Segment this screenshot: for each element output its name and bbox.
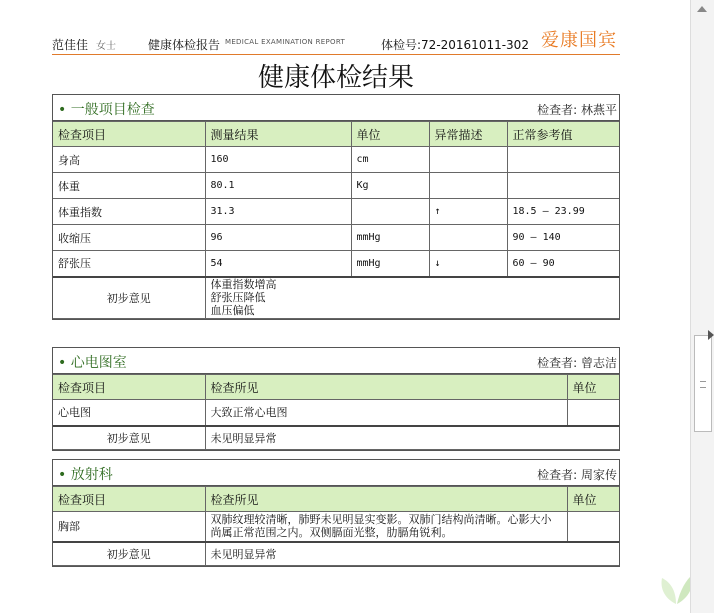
column-header: 正常参考值 [507, 122, 619, 147]
table-row [53, 199, 619, 225]
table-row [53, 400, 619, 426]
report-title: 健康体检报告 [148, 38, 221, 52]
table-header-row [53, 487, 619, 512]
table-header-row [53, 375, 619, 400]
column-header: 单位 [567, 487, 619, 512]
leaf-logo-icon [658, 566, 694, 606]
section-checker: 检查者: 周家传 [537, 468, 617, 482]
summary-label: 初步意见 [53, 277, 205, 319]
summary-line: 血压偏低 [210, 304, 255, 318]
table-row [53, 147, 619, 173]
column-header: 异常描述 [429, 122, 507, 147]
table-cell: 心电图 [53, 400, 205, 426]
table-cell: 80.1 [205, 173, 351, 199]
summary-text: 未见明显异常 [205, 542, 619, 566]
report-number: 体检号:72-20161011-302 [381, 38, 529, 52]
report-header [52, 30, 620, 55]
summary-line: 体重指数增高 [210, 278, 277, 292]
section-title: • 一般项目检查 [58, 102, 155, 118]
section-header [53, 460, 619, 486]
scrollbar-thumb[interactable] [694, 335, 712, 432]
page-title: 健康体检结果 [257, 63, 414, 93]
table-cell: 舒张压 [53, 251, 205, 277]
summary-row [53, 542, 619, 566]
table-cell: 大致正常心电图 [205, 400, 567, 426]
abnormal-indicator: ↓ [429, 251, 507, 277]
table-cell [429, 225, 507, 251]
table-cell: 31.3 [205, 199, 351, 225]
chevron-right-icon[interactable] [708, 330, 714, 340]
section-title: • 放射科 [58, 467, 113, 483]
section-title: • 心电图室 [58, 355, 127, 371]
table-cell: 160 [205, 147, 351, 173]
table-cell: 60 — 90 [507, 251, 619, 277]
column-header: 检查所见 [205, 375, 567, 400]
table-cell: 90 — 140 [507, 225, 619, 251]
table-cell: mmHg [351, 225, 429, 251]
vertical-scrollbar[interactable] [690, 0, 714, 613]
column-header: 单位 [351, 122, 429, 147]
radiology-section [52, 459, 620, 567]
section-checker: 检查者: 曾志洁 [537, 356, 617, 370]
section-header [53, 348, 619, 374]
summary-label: 初步意见 [53, 426, 205, 450]
summary-line: 舒张压降低 [210, 291, 266, 305]
table-cell: 96 [205, 225, 351, 251]
column-header: 检查项目 [53, 487, 205, 512]
ecg-table [53, 374, 619, 450]
table-header-row [53, 122, 619, 147]
table-cell: 体重 [53, 173, 205, 199]
table-cell: 体重指数 [53, 199, 205, 225]
table-row [53, 225, 619, 251]
column-header: 测量结果 [205, 122, 351, 147]
table-row [53, 512, 619, 542]
table-cell: 18.5 — 23.99 [507, 199, 619, 225]
ecg-section [52, 347, 620, 451]
general-exam-section [52, 94, 620, 320]
summary-text: 未见明显异常 [205, 426, 619, 450]
section-header [53, 95, 619, 121]
table-row [53, 251, 619, 277]
table-cell [507, 147, 619, 173]
table-cell: cm [351, 147, 429, 173]
column-header: 检查项目 [53, 375, 205, 400]
grip-icon [700, 381, 706, 388]
table-cell: mmHg [351, 251, 429, 277]
table-cell [567, 512, 619, 542]
column-header: 检查项目 [53, 122, 205, 147]
table-cell [429, 173, 507, 199]
table-cell [429, 147, 507, 173]
table-cell [567, 400, 619, 426]
column-header: 单位 [567, 375, 619, 400]
radiology-table [53, 486, 619, 566]
table-cell: 双肺纹理较清晰，肺野未见明显实变影。双肺门结构尚清晰。心影大小尚属正常范围之内。双侧膈面光整，肋膈角锐利。 [205, 512, 567, 542]
summary-text [205, 277, 619, 319]
table-cell: 54 [205, 251, 351, 277]
column-header: 检查所见 [205, 487, 567, 512]
summary-row [53, 277, 619, 319]
brand-logo-text: 爱康国宾 [541, 30, 617, 51]
section-checker: 检查者: 林燕平 [537, 103, 617, 117]
table-cell: 身高 [53, 147, 205, 173]
abnormal-indicator: ↑ [429, 199, 507, 225]
table-cell [351, 199, 429, 225]
table-cell: Kg [351, 173, 429, 199]
summary-row [53, 426, 619, 450]
general-exam-table [53, 121, 619, 319]
report-subtitle: MEDICAL EXAMINATION REPORT [225, 38, 346, 46]
table-row [53, 173, 619, 199]
summary-label: 初步意见 [53, 542, 205, 566]
table-cell: 胸部 [53, 512, 205, 542]
table-cell [507, 173, 619, 199]
arrow-up-icon[interactable] [697, 6, 707, 12]
patient-name: 范佳佳 [52, 38, 89, 52]
table-cell: 收缩压 [53, 225, 205, 251]
patient-gender: 女士 [96, 41, 116, 52]
